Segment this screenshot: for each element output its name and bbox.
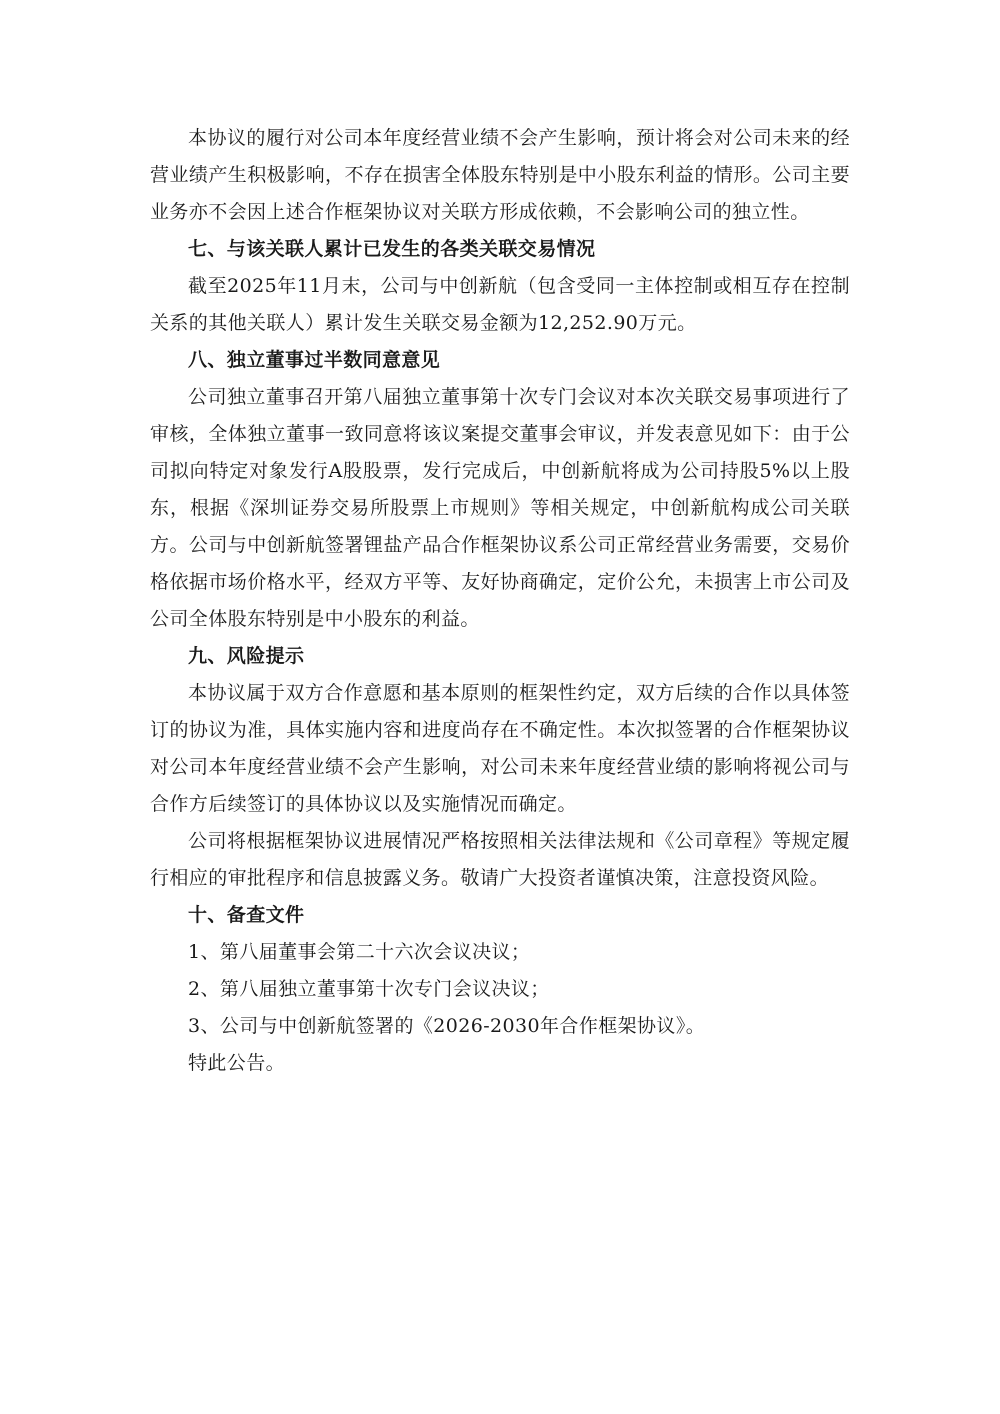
reference-document-item: 1、第八届董事会第二十六次会议决议； <box>188 941 531 963</box>
section-7-paragraph: 截至2025年11月末，公司与中创新航（包含受同一主体控制或相互存在控制关系的其他关联人）累计发生关联交易金额为12,252.90万元。 <box>150 275 850 334</box>
section-8-heading: 八、独立董事过半数同意意见 <box>188 349 441 371</box>
document-page <box>150 120 850 1082</box>
closing-statement: 特此公告。 <box>188 1052 286 1074</box>
section-10-heading: 十、备查文件 <box>188 904 305 926</box>
section-8-paragraph: 公司独立董事召开第八届独立董事第十次专门会议对本次关联交易事项进行了审核，全体独立董事一致同意将该议案提交董事会审议，并发表意见如下：由于公司拟向特定对象发行A股股票，发行完成后，中创新航将成为公司持股5%以上股东，根据《深圳证券交易所股票上市规则》等相关规定，中创新航构成公司关联方。公司与中创新航签署锂盐产品合作框架协议系公司正常经营业务需要，交易价格依据市场价格水平，经双方平等、友好协商确定，定价公允，未损害上市公司及公司全体股东特别是中小股东的利益。 <box>150 386 850 630</box>
reference-document-item: 3、公司与中创新航签署的《2026-2030年合作框架协议》。 <box>188 1015 706 1037</box>
section-9-paragraph-1: 本协议属于双方合作意愿和基本原则的框架性约定，双方后续的合作以具体签订的协议为准，具体实施内容和进度尚存在不确定性。本次拟签署的合作框架协议对公司本年度经营业绩不会产生影响，对公司未来年度经营业绩的影响将视公司与合作方后续签订的具体协议以及实施情况而确定。 <box>150 682 850 815</box>
section-7-heading: 七、与该关联人累计已发生的各类关联交易情况 <box>188 238 596 260</box>
section-9-heading: 九、风险提示 <box>188 645 305 667</box>
impact-paragraph: 本协议的履行对公司本年度经营业绩不会产生影响，预计将会对公司未来的经营业绩产生积极影响，不存在损害全体股东特别是中小股东利益的情形。公司主要业务亦不会因上述合作框架协议对关联方形成依赖，不会影响公司的独立性。 <box>150 127 850 223</box>
reference-document-item: 2、第八届独立董事第十次专门会议决议； <box>188 978 550 1000</box>
section-9-paragraph-2: 公司将根据框架协议进展情况严格按照相关法律法规和《公司章程》等规定履行相应的审批程序和信息披露义务。敬请广大投资者谨慎决策，注意投资风险。 <box>150 830 850 889</box>
